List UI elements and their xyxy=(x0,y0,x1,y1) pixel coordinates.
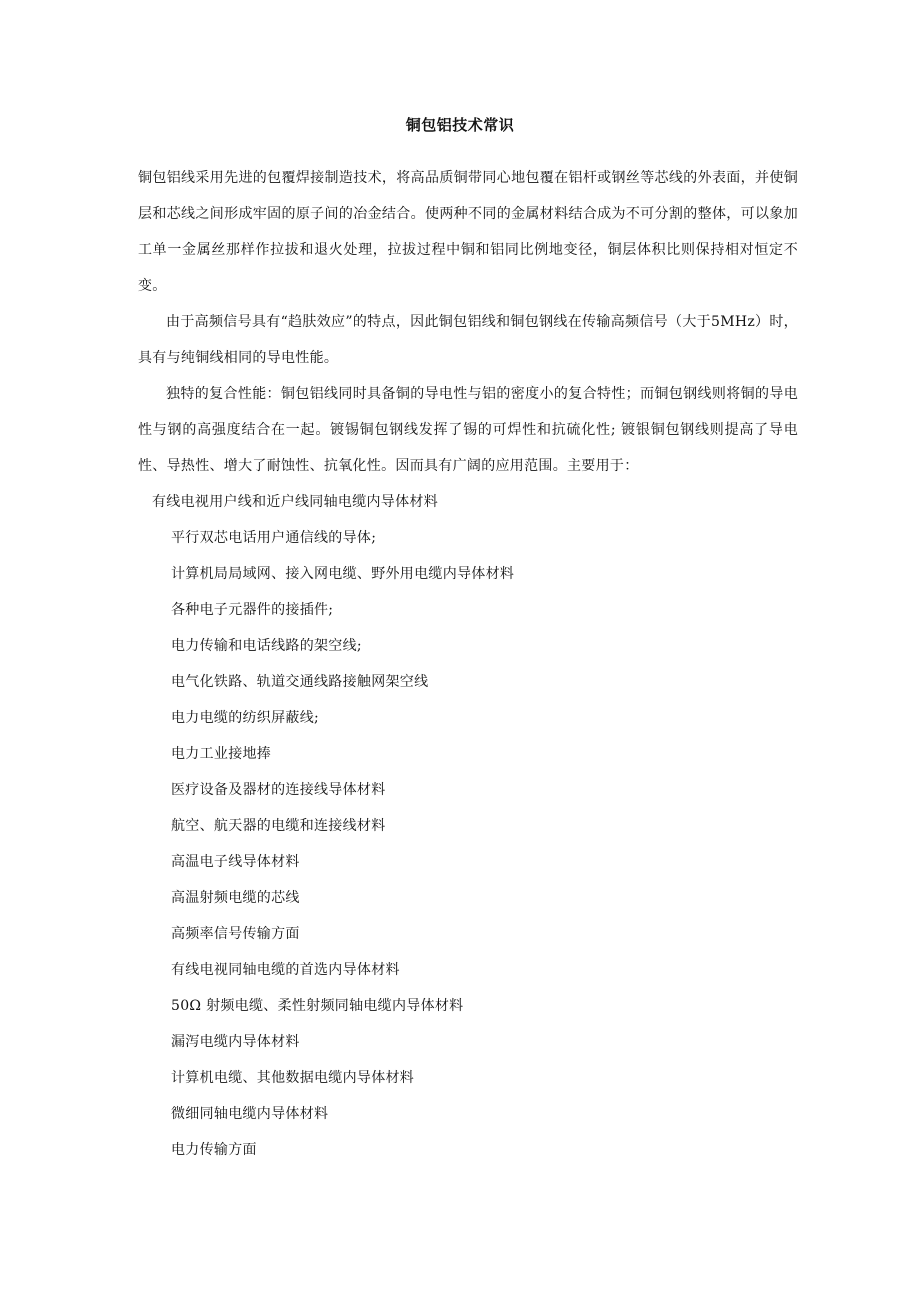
list-item: 计算机电缆、其他数据电缆内导体材料 xyxy=(171,1070,415,1086)
list-item: 航空、航天器的电缆和连接线材料 xyxy=(171,818,386,834)
list-item: 高温电子线导体材料 xyxy=(171,854,300,870)
list-item: 高温射频电缆的芯线 xyxy=(171,890,300,906)
list-item: 医疗设备及器材的连接线导体材料 xyxy=(171,782,386,798)
paragraph-skin-effect: 由于高频信号具有“趋肤效应”的特点，因此铜包铝线和铜包钢线在传输高频信号（大于5MHz）时，具有与纯铜线相同的导电性能。 xyxy=(138,314,798,366)
list-item: 有线电视同轴电缆的首选内导体材料 xyxy=(171,962,400,978)
list-item: 电力传输方面 xyxy=(171,1142,257,1158)
list-item: 电气化铁路、轨道交通线路接触网架空线 xyxy=(171,674,429,690)
list-item: 电力传输和电话线路的架空线; xyxy=(171,638,362,654)
list-item: 电力电缆的纺织屏蔽线; xyxy=(171,710,320,726)
list-item: 电力工业接地捧 xyxy=(171,746,272,762)
list-item: 微细同轴电缆内导体材料 xyxy=(171,1106,329,1122)
list-item: 计算机局局域网、接入网电缆、野外用电缆内导体材料 xyxy=(171,566,515,582)
document-title: 铜包铝技术常识 xyxy=(405,116,515,134)
uses-lead-item: 有线电视用户线和近户线同轴电缆内导体材料 xyxy=(152,494,438,510)
list-item: 平行双芯电话用户通信线的导体; xyxy=(171,530,377,546)
uses-list xyxy=(138,520,798,1168)
list-item: 漏泻电缆内导体材料 xyxy=(171,1034,300,1050)
list-item: 各种电子元器件的接插件; xyxy=(171,602,334,618)
paragraph-intro: 铜包铝线采用先进的包覆焊接制造技术，将高品质铜带同心地包覆在铝杆或钢丝等芯线的外表面，并使铜层和芯线之间形成牢固的原子间的冶金结合。使两种不同的金属材料结合成为不可分割的整体，可以象加工单一金属丝那样作拉拔和退火处理，拉拔过程中铜和铝同比例地变径，铜层体积比则保持相对恒定不变。 xyxy=(138,170,798,294)
paragraph-composite-properties: 独特的复合性能：铜包铝线同时具备铜的导电性与铝的密度小的复合特性；而铜包钢线则将铜的导电性与钢的高强度结合在一起。镀锡铜包钢线发挥了锡的可焊性和抗硫化性; 镀银铜包钢线则提高了导电性、导热性、增大了耐蚀性、抗氧化性。因而具有广阔的应用范围。主要用于： xyxy=(138,386,798,474)
document-body xyxy=(138,160,798,1168)
list-item: 50Ω 射频电缆、柔性射频同轴电缆内导体材料 xyxy=(171,998,464,1014)
list-item: 高频率信号传输方面 xyxy=(171,926,300,942)
